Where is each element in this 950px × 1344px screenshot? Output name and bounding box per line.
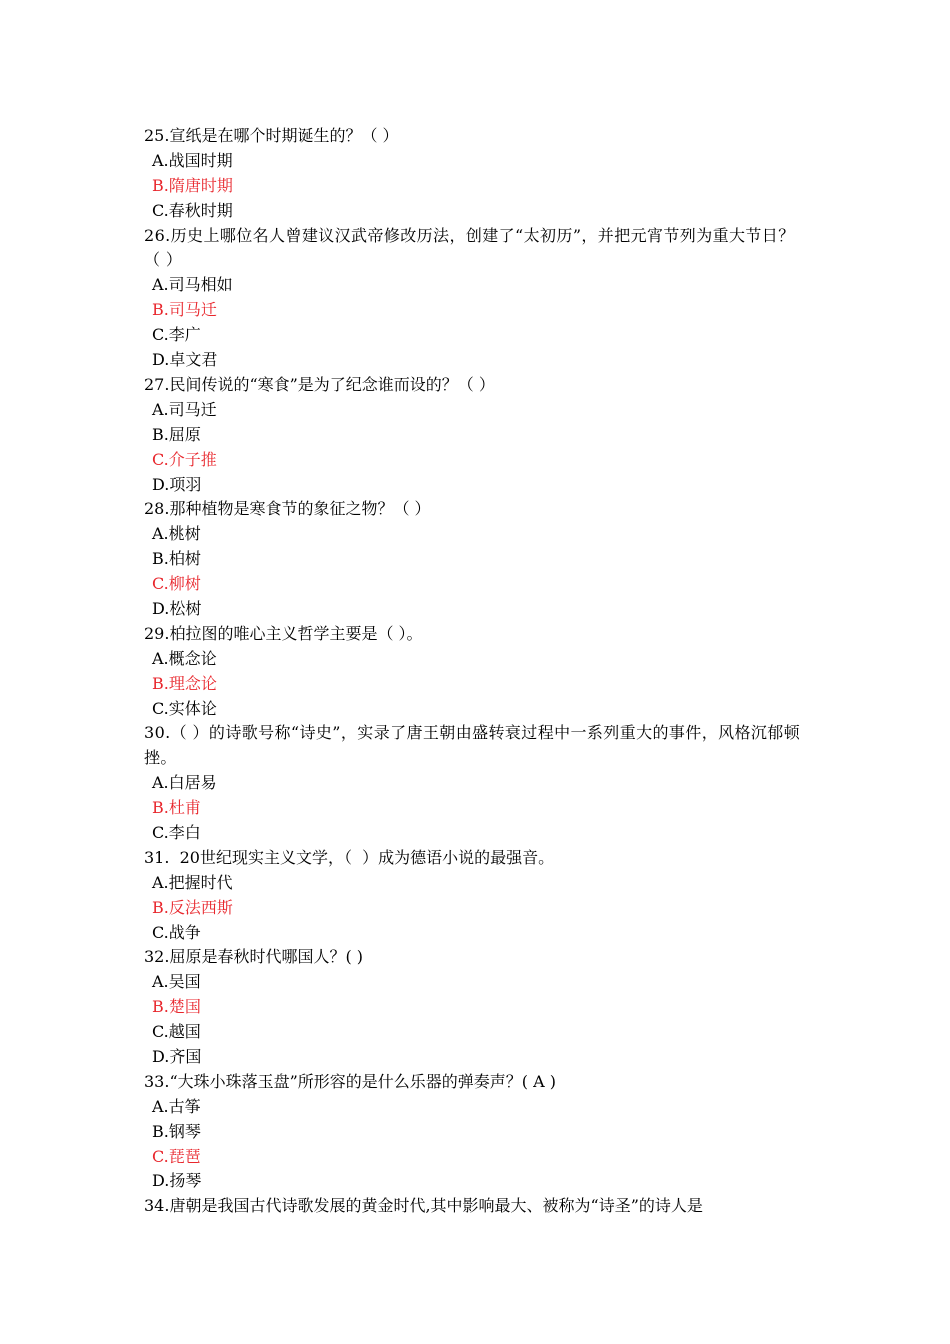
question-25-option-a: A.战国时期: [152, 150, 233, 170]
question-25-option-b-answer: B.隋唐时期: [152, 175, 233, 195]
question-26-option-d: D.卓文君: [152, 350, 218, 370]
question-25: 25.宣纸是在哪个时期诞生的？（ ）: [144, 126, 399, 145]
question-33: 33.“大珠小珠落玉盘”所形容的是什么乐器的弹奏声？( A ): [144, 1071, 557, 1091]
question-28-option-a: A.桃树: [152, 524, 201, 544]
question-29: 29.柏拉图的唯心主义哲学主要是（ ）。: [144, 623, 423, 643]
question-27-option-a: A.司马迁: [152, 399, 217, 419]
question-30-option-b-answer: B.杜甫: [152, 798, 201, 818]
question-27-option-d: D.项羽: [152, 474, 202, 494]
question-32-option-c: C.越国: [152, 1022, 201, 1042]
question-28-option-b: B.柏树: [152, 549, 201, 569]
question-31: 31. 20世纪现实主义文学，（ ）成为德语小说的最强音。: [144, 847, 555, 867]
question-32: 32.屈原是春秋时代哪国人？( ): [144, 947, 364, 967]
question-33-option-b: B.钢琴: [152, 1121, 201, 1141]
question-32-option-d: D.齐国: [152, 1047, 202, 1067]
question-29-option-a: A.概念论: [152, 648, 217, 668]
question-26-option-b-answer: B.司马迁: [152, 300, 217, 320]
question-27: 27.民间传说的“寒食”是为了纪念谁而设的？（ ）: [144, 374, 495, 394]
question-33-option-c-answer: C.琵琶: [152, 1146, 201, 1166]
question-31-option-a: A.把握时代: [152, 872, 233, 892]
question-28: 28.那种植物是寒食节的象征之物？（ ）: [144, 499, 431, 519]
question-30-option-a: A.白居易: [152, 773, 217, 793]
question-33-option-d: D.扬琴: [152, 1171, 202, 1191]
question-26: 26.历史上哪位名人曾建议汉武帝修改历法，创建了“太初历”，并把元宵节列为重大节日？（ ）: [144, 225, 795, 270]
question-28-option-c-answer: C.柳树: [152, 574, 201, 594]
question-29-option-b-answer: B.理念论: [152, 673, 217, 693]
question-26-option-c: C.李广: [152, 325, 201, 345]
question-27-option-c-answer: C.介子推: [152, 449, 217, 469]
question-32-option-a: A.吴国: [152, 972, 201, 992]
question-33-option-a: A.古筝: [152, 1096, 201, 1116]
question-26-option-a: A.司马相如: [152, 275, 233, 295]
question-28-option-d: D.松树: [152, 598, 202, 618]
document-body: [144, 124, 812, 1219]
question-29-option-c: C.实体论: [152, 698, 217, 718]
question-32-option-b-answer: B.楚国: [152, 997, 201, 1017]
question-31-option-c: C.战争: [152, 922, 201, 942]
question-30-option-c: C.李白: [152, 823, 201, 842]
question-31-option-b-answer: B.反法西斯: [152, 897, 233, 917]
question-34: 34.唐朝是我国古代诗歌发展的黄金时代,其中影响最大、被称为“诗圣”的诗人是: [144, 1196, 703, 1216]
question-30: 30.（ ）的诗歌号称“诗史”，实录了唐王朝由盛转衰过程中一系列重大的事件，风格沉郁顿挫。: [144, 723, 801, 768]
question-27-option-b: B.屈原: [152, 424, 201, 444]
question-25-option-c: C.春秋时期: [152, 200, 233, 220]
